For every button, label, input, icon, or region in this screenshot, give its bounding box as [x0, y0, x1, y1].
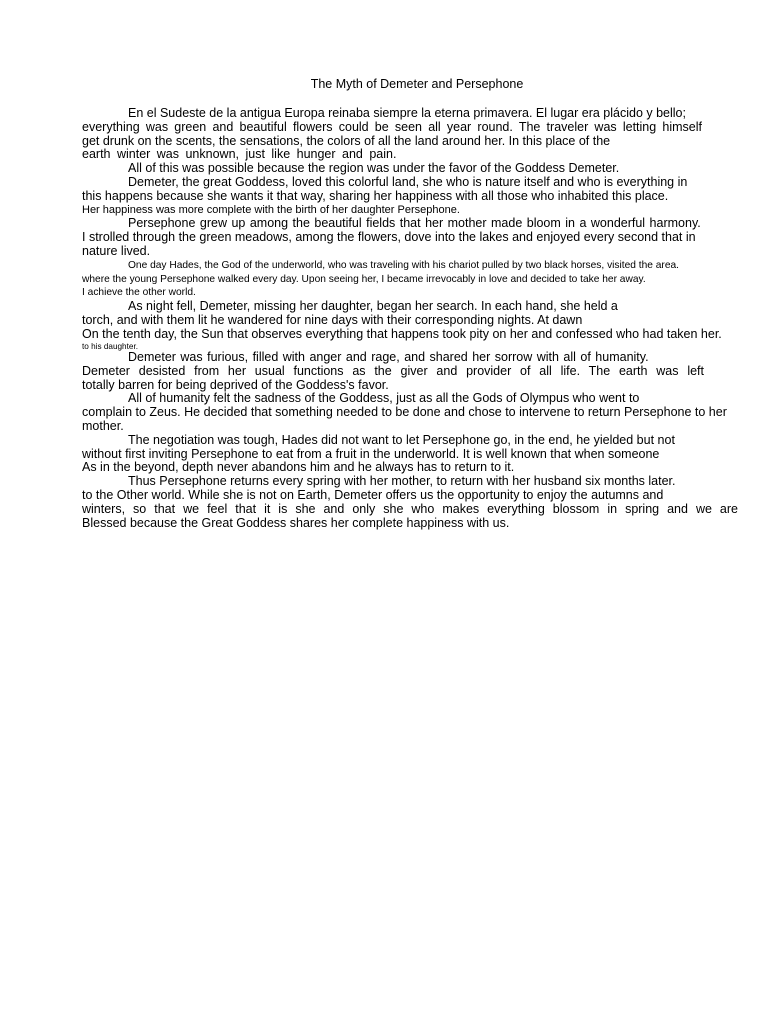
text-line: totally barren for being deprived of the Goddess's favor. — [82, 377, 389, 392]
text-line: complain to Zeus. He decided that something needed to be done and chose to intervene to return Persephone to her — [82, 405, 727, 420]
document-body — [82, 107, 754, 530]
text-line: where the young Persephone walked every day. Upon seeing her, I became irrevocably in love and decided to take her away. — [82, 273, 646, 285]
text-line: As night fell, Demeter, missing her daughter, began her search. In each hand, she held a — [128, 299, 618, 314]
text-line: Her happiness was more complete with the birth of her daughter Persephone. — [82, 203, 460, 216]
text-line: I achieve the other world. — [82, 287, 196, 299]
text-line: get drunk on the scents, the sensations, the colors of all the land around her. In this place of the — [82, 133, 611, 148]
document-title: The Myth of Demeter and Persephone — [310, 77, 524, 91]
text-line: On the tenth day, the Sun that observes everything that happens took pity on her and confessed who had taken her. — [82, 326, 722, 341]
text-line: Persephone grew up among the beautiful fields that her mother made bloom in a wonderful harmony. — [128, 216, 701, 231]
text-line: One day Hades, the God of the underworld, who was traveling with his chariot pulled by two black horses, visited the area. — [128, 259, 679, 271]
text-line: The negotiation was tough, Hades did not want to let Persephone go, in the end, he yielded but not — [128, 432, 675, 447]
text-line: mother. — [82, 419, 124, 434]
text-line: I strolled through the green meadows, among the flowers, dove into the lakes and enjoyed every second that in — [82, 230, 696, 245]
text-line: everything was green and beautiful flowers could be seen all year round. The traveler was letting himself — [82, 120, 702, 134]
text-line: this happens because she wants it that way, sharing her happiness with all those who inhabited this place. — [82, 188, 669, 203]
text-line: Thus Persephone returns every spring with her mother, to return with her husband six months later. — [128, 474, 676, 489]
text-line: As in the beyond, depth never abandons him and he always has to return to it. — [82, 460, 515, 475]
text-line: without first inviting Persephone to eat from a fruit in the underworld. It is well known that when someone — [82, 446, 660, 461]
text-line: Demeter was furious, filled with anger and rage, and shared her sorrow with all of humanity. — [128, 350, 649, 365]
text-line: All of humanity felt the sadness of the Goddess, just as all the Gods of Olympus who went to — [128, 391, 640, 406]
text-line: torch, and with them lit he wandered for nine days with their corresponding nights. At dawn — [82, 312, 583, 327]
text-line: to his daughter. — [82, 341, 138, 351]
text-line: winters, so that we feel that it is she and only she who makes everything blossom in spring and we are — [82, 502, 738, 516]
text-line: earth winter was unknown, just like hunger and pain. — [82, 147, 397, 162]
text-line: En el Sudeste de la antigua Europa reinaba siempre la eterna primavera. El lugar era plácido y bello; — [128, 106, 686, 120]
text-line: All of this was possible because the region was under the favor of the Goddess Demeter. — [128, 161, 620, 176]
text-line: to the Other world. While she is not on Earth, Demeter offers us the opportunity to enjoy the autumns and — [82, 488, 664, 503]
text-line: nature lived. — [82, 243, 151, 258]
text-line: Blessed because the Great Goddess shares her complete happiness with us. — [82, 515, 510, 530]
text-line: Demeter, the great Goddess, loved this colorful land, she who is nature itself and who is everything in — [128, 174, 688, 189]
text-line: Demeter desisted from her usual functions as the giver and provider of all life. The earth was left — [82, 364, 704, 378]
